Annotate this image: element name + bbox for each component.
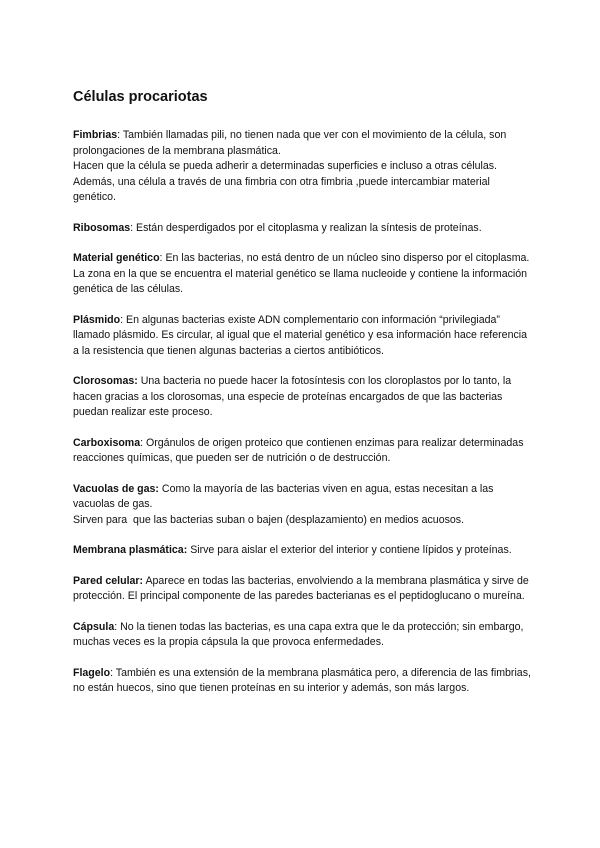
- entry-term: Vacuolas de gas:: [73, 482, 159, 495]
- entry-paragraph: [73, 574, 533, 605]
- entry-separator: :: [114, 620, 121, 633]
- entry-material-genetico: [73, 251, 533, 298]
- entry-term: Material genético: [73, 252, 160, 264]
- entry-separator: :: [110, 666, 116, 679]
- entry-ribosomas: [73, 221, 533, 237]
- entry-paragraph: Hacen que la célula se pueda adherir a determinadas superficies e incluso a otras células. Además, una célula a través de una fimbria con otra fimbria ,puede intercambiar material genético.: [73, 160, 497, 203]
- entry-paragraph: [73, 128, 533, 159]
- entry-fimbrias: [73, 128, 533, 206]
- entry-term: Carboxisoma: [73, 436, 141, 449]
- entry-clorosomas: [73, 374, 533, 421]
- entry-paragraph: [73, 620, 533, 651]
- entry-plasmido: [73, 313, 533, 360]
- entry-text: En las bacterias, no está dentro de un núcleo sino disperso por el citoplasma. La zona en la que se encuentra el material genético se llama nucleoide y contiene la información genética de las células.: [73, 252, 530, 295]
- entry-separator: :: [130, 221, 136, 234]
- entry-term: Cápsula: [73, 620, 115, 633]
- entry-separator: :: [120, 313, 126, 326]
- entry-separator: :: [140, 436, 147, 449]
- entry-text: Una bacteria no puede hacer la fotosíntesis con los cloroplastos por lo tanto, la hacen gracias a los clorosomas, una especie de proteínas encargados de que las bacterias puedan realizar este proceso.: [73, 375, 512, 418]
- entry-membrana-plasmatica: [73, 543, 533, 559]
- entry-term: Plásmido: [73, 313, 121, 326]
- entry-paragraph: Sirven para que las bacterias suban o bajen (desplazamiento) en medios acuosos.: [73, 513, 465, 526]
- entry-text: También es una extensión de la membrana plasmática pero, a diferencia de las fimbrias, no están huecos, sino que tienen proteínas en su interior y además, son más largos.: [73, 666, 531, 694]
- entry-term: Membrana plasmática:: [73, 544, 188, 556]
- entry-pared-celular: [73, 574, 533, 605]
- document-page: [73, 88, 533, 712]
- entry-paragraph: [73, 374, 533, 421]
- entry-term: Fimbrias: [73, 129, 118, 141]
- entry-vacuolas-de-gas: [73, 482, 533, 529]
- entry-text: Están desperdigados por el citoplasma y realizan la síntesis de proteínas.: [136, 221, 482, 234]
- entry-carboxisoma: [73, 436, 533, 467]
- entry-text: En algunas bacterias existe ADN complementario con información “privilegiada” llamado plásmido. Es circular, al igual que el material genético y esa información hace referencia a la resistencia que tienen algunas bacterias a ciertos antibióticos.: [73, 313, 527, 357]
- entry-paragraph: [73, 251, 533, 298]
- entry-term: Pared celular:: [73, 574, 144, 587]
- entry-paragraph: [73, 543, 533, 559]
- entry-separator: :: [117, 129, 123, 141]
- entry-separator: :: [159, 252, 166, 264]
- entry-paragraph: [73, 313, 533, 360]
- entry-text: También llamadas pili, no tienen nada que ver con el movimiento de la célula, son prolongaciones de la membrana plasmática.: [73, 129, 507, 157]
- entry-capsula: [73, 620, 533, 651]
- entry-flagelo: [73, 666, 533, 697]
- entries-list: [73, 128, 533, 697]
- entry-paragraph: [73, 221, 533, 237]
- entry-term: Flagelo: [73, 666, 111, 679]
- entry-paragraph: [73, 482, 533, 513]
- document-title: Células procariotas: [73, 89, 208, 105]
- entry-paragraph: [73, 436, 533, 467]
- entry-text: Sirve para aislar el exterior del interior y contiene lípidos y proteínas.: [190, 544, 512, 556]
- entry-term: Ribosomas: [73, 221, 131, 234]
- entry-term: Clorosomas:: [73, 375, 138, 387]
- entry-text: Como la mayoría de las bacterias viven en agua, estas necesitan a las vacuolas de gas.: [73, 482, 494, 510]
- entry-paragraph: [73, 666, 533, 697]
- entry-text: Aparece en todas las bacterias, envolviendo a la membrana plasmática y sirve de protección. El principal componente de las paredes bacterianas es el peptidoglucano o mureína.: [73, 574, 529, 602]
- entry-text: Orgánulos de origen proteico que contienen enzimas para realizar determinadas reacciones químicas, que pueden ser de nutrición o de destrucción.: [73, 436, 524, 464]
- entry-text: No la tienen todas las bacterias, es una capa extra que le da protección; sin embargo, muchas veces es la propia cápsula la que provoca enfermedades.: [73, 620, 524, 648]
